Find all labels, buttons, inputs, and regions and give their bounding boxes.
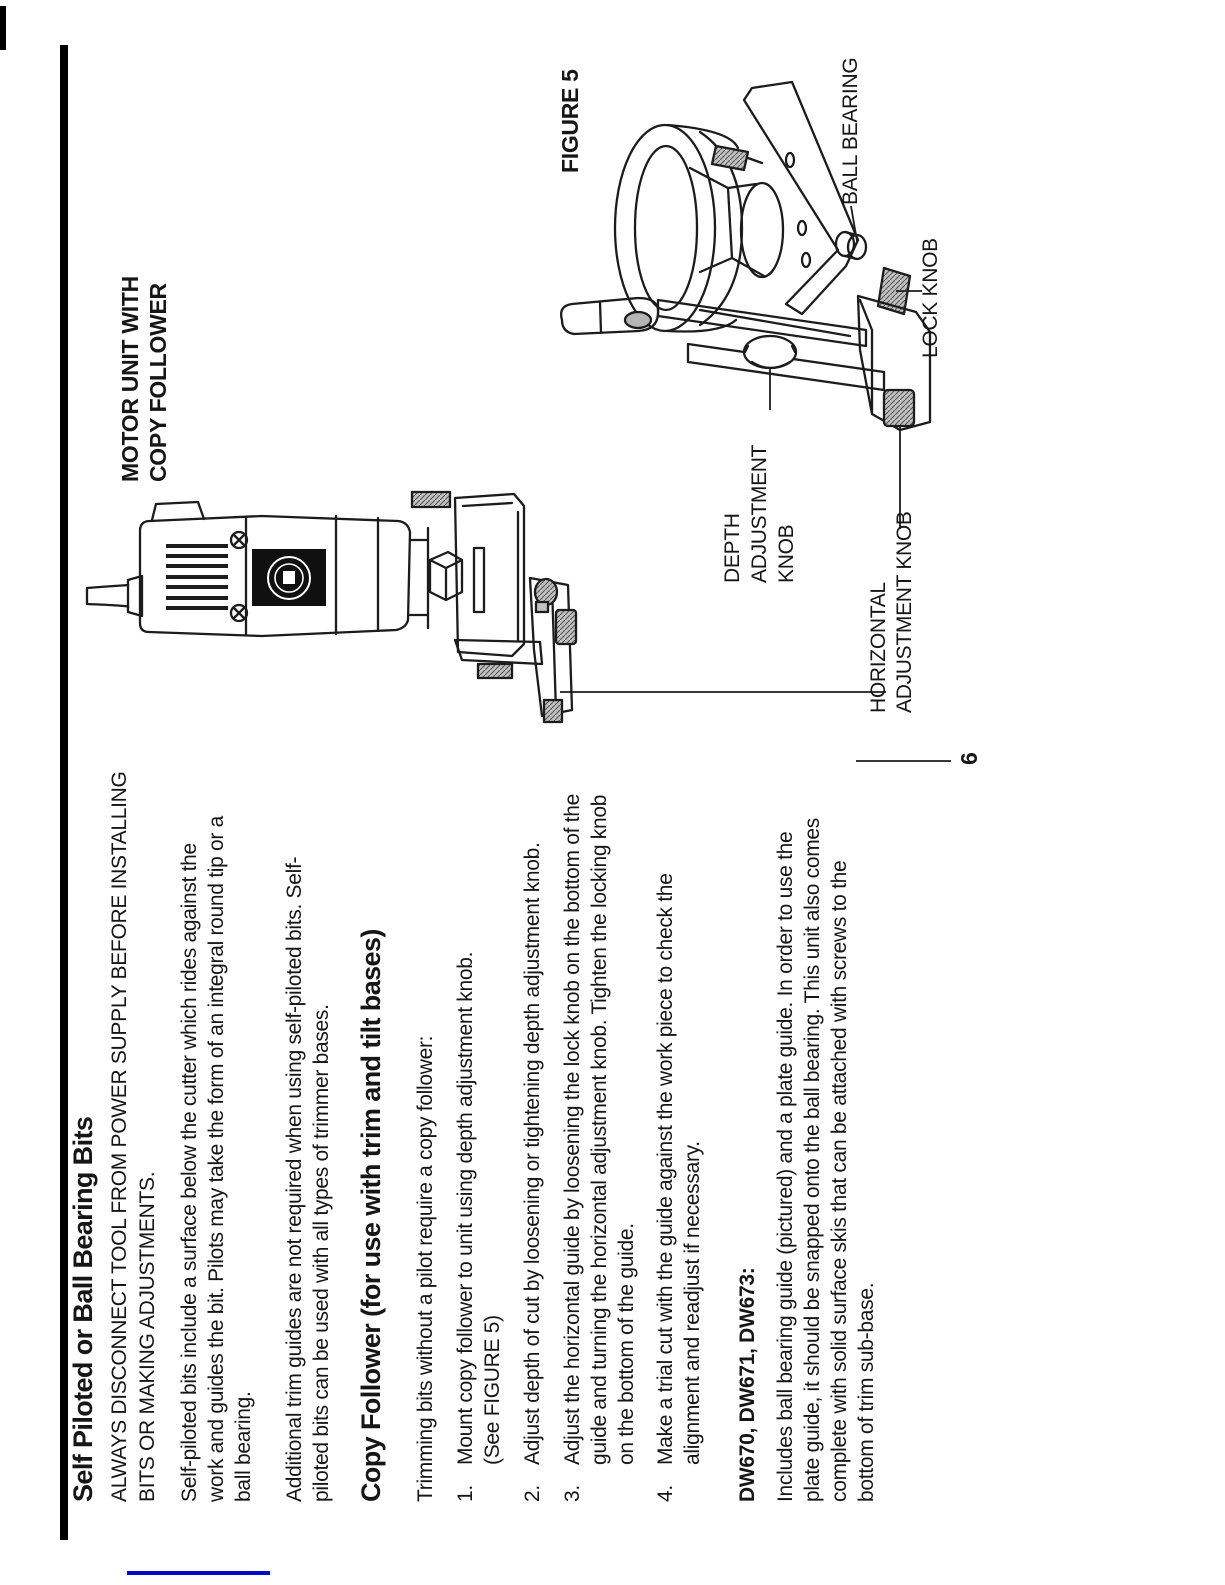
label-ball-bearing: BALL BEARING — [839, 57, 862, 205]
models-heading: DW670, DW671, DW673: — [736, 1267, 759, 1502]
figure-unit-label-line: MOTOR UNIT WITH — [117, 276, 143, 482]
label-horizontal-line: HORIZONTAL — [867, 582, 890, 713]
list-item-line: (See FIGURE 5) — [481, 1315, 504, 1465]
paragraph-line: Additional trim guides are not required when using self-piloted bits. Self- — [283, 856, 306, 1502]
paragraph-line: work and guides the bit. Pilots may take the form of an integral round tip or a — [205, 815, 228, 1502]
page-number: 6 — [956, 752, 982, 765]
list-item-line: Mount copy follower to unit using depth adjustment knob. — [454, 951, 477, 1465]
figure-caption: FIGURE 5 — [557, 69, 583, 173]
paragraph-line: piloted bits can be used with all types of trimmer bases. — [310, 1004, 333, 1502]
list-item-line: guide and turning the horizontal adjustment knob. Tighten the locking knob — [588, 794, 611, 1465]
paragraph-line: ball bearing. — [232, 1391, 255, 1502]
list-item-line: on the bottom of the guide. — [615, 1223, 638, 1465]
label-depth-line: DEPTH — [721, 513, 744, 583]
paragraph-line: Self-piloted bits include a surface below the cutter which rides against the — [178, 843, 201, 1502]
heading-self-piloted: Self Piloted or Ball Bearing Bits — [68, 1116, 98, 1502]
list-number: 3. — [561, 1485, 584, 1502]
caution-line: BITS OR MAKING ADJUSTMENTS. — [136, 1171, 159, 1502]
list-number: 1. — [454, 1485, 477, 1502]
label-lock-knob: LOCK KNOB — [919, 238, 942, 358]
list-item-line: Make a trial cut with the guide against the work piece to check the — [654, 873, 677, 1465]
list-item-line: alignment and readjust if necessary. — [681, 1141, 704, 1465]
label-depth-line: KNOB — [775, 524, 798, 583]
scan-edge-mark — [0, 6, 6, 50]
list-item-line: Adjust depth of cut by loosening or tightening depth adjustment knob. — [521, 842, 544, 1465]
label-horizontal-line: ADJUSTMENT KNOB — [893, 511, 916, 713]
heading-copy-follower: Copy Follower (for use with trim and tilt bases) — [356, 929, 386, 1502]
paragraph-line: Includes ball bearing guide (pictured) and a plate guide. In order to use the — [774, 831, 797, 1502]
list-number: 2. — [521, 1485, 544, 1502]
top-rule — [60, 45, 68, 1540]
list-number: 4. — [654, 1485, 677, 1502]
paragraph-line: plate guide, it should be snapped onto the ball bearing. This unit also comes — [801, 818, 824, 1502]
figure-unit-label-line: COPY FOLLOWER — [145, 283, 171, 482]
caution-line: ALWAYS DISCONNECT TOOL FROM POWER SUPPLY BEFORE INSTALLING — [108, 771, 131, 1502]
label-depth-line: ADJUSTMENT — [748, 444, 771, 583]
paragraph-line: complete with solid surface skis that can be attached with screws to the — [828, 860, 851, 1502]
intro-line: Trimming bits without a pilot require a copy follower: — [414, 1035, 437, 1502]
list-item-line: Adjust the horizontal guide by loosening the lock knob on the bottom of the — [561, 794, 584, 1465]
scan-blue-artifact — [127, 1571, 270, 1575]
paragraph-line: bottom of trim sub-base. — [855, 1282, 878, 1502]
